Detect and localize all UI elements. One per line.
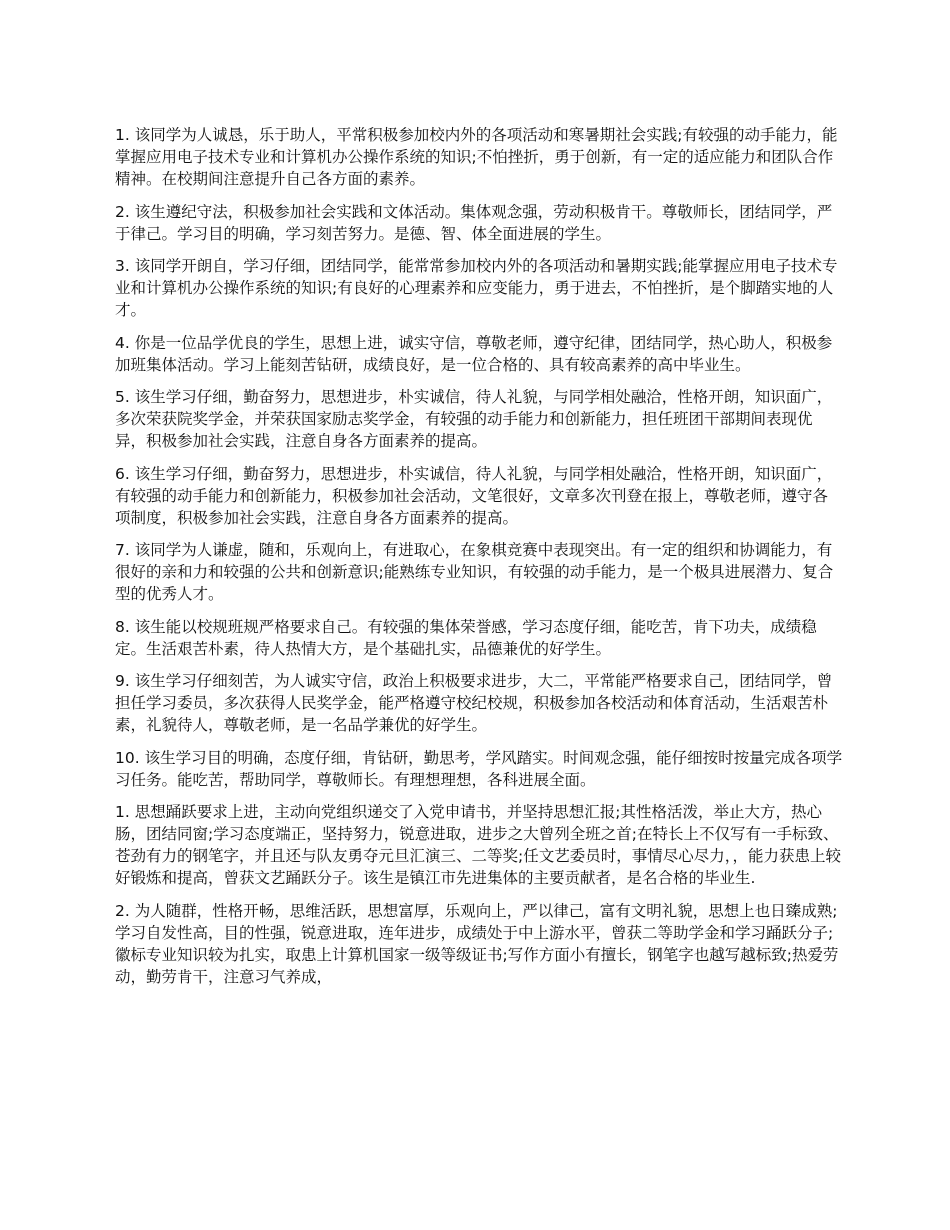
comment-paragraph: 9. 该生学习仔细刻苦，为人诚实守信，政治上积极要求进步，大二，平常能严格要求自己，团结同学，曾担任学习委员，多次获得人民奖学金，能严格遵守校纪校规，积极参加各校活动和体育活动，生活艰苦朴素，礼貌待人，尊敬老师，是一名品学兼优的好学生。 [115, 672, 833, 734]
comment-paragraph: 1. 思想踊跃要求上进，主动向党组织递交了入党申请书，并坚持思想汇报;其性格活泼，举止大方，热心肠，团结同窗;学习态度端正，坚持努力，锐意进取，进步之大曾列全班之首;在特长上不仅写有一手标致、苍劲有力的钢笔字，并且还与队友勇夺元旦汇演三、二等奖;任文艺委员时，事情尽心尽力，，能力获患上较好锻炼和提高，曾获文艺踊跃分子。该生是镇江市先进集体的主要贡献者，是名合格的毕业生. [115, 803, 841, 887]
comment-paragraph: 10. 该生学习目的明确，态度仔细，肯钻研，勤思考，学风踏实。时间观念强，能仔细按时按量完成各项学习任务。能吃苦，帮助同学，尊敬师长。有理想理想，各科进展全面。 [115, 748, 843, 789]
comment-paragraph: 2. 为人随群，性格开畅，思维活跃，思想富厚，乐观向上，严以律己，富有文明礼貌，思想上也日臻成熟;学习自发性高，目的性强，锐意进取，连年进步，成绩处于中上游水平，曾获二等助学金和学习踊跃分子;徽标专业知识较为扎实，取患上计算机国家一级等级证书;写作方面小有擅长，钢笔字也越写越标致;热爱劳动，勤劳肯干，注意习气养成， [115, 901, 839, 986]
comment-paragraph: 4. 你是一位品学优良的学生，思想上进，诚实守信，尊敬老师，遵守纪律，团结同学，热心助人，积极参加班集体活动。学习上能刻苦钻研，成绩良好，是一位合格的、具有较高素养的高中毕业生。 [115, 333, 833, 374]
comment-paragraph: 3. 该同学开朗自，学习仔细，团结同学，能常常参加校内外的各项活动和暑期实践;能掌握应用电子技术专业和计算机办公操作系统的知识;有良好的心理素养和应变能力，勇于进去，不怕挫折，是个脚踏实地的人才。 [115, 257, 838, 319]
comment-paragraph: 1. 该同学为人诚恳，乐于助人，平常积极参加校内外的各项活动和寒暑期社会实践;有较强的动手能力，能掌握应用电子技术专业和计算机办公操作系统的知识;不怕挫折，勇于创新，有一定的适应能力和团队合作精神。在校期间注意提升自己各方面的素养。 [115, 126, 838, 188]
comment-paragraph: 5. 该生学习仔细，勤奋努力，思想进步，朴实诚信，待人礼貌，与同学相处融洽，性格开朗，知识面广，多次荣获院奖学金，并荣获国家励志奖学金，有较强的动手能力和创新能力，担任班团干部期间表现优异，积极参加社会实践，注意自身各方面素养的提高。 [115, 388, 833, 450]
document-body [115, 124, 843, 998]
comment-paragraph: 8. 该生能以校规班规严格要求自己。有较强的集体荣誉感，学习态度仔细，能吃苦，肯下功夫，成绩稳定。生活艰苦朴素，待人热情大方，是个基础扎实，品德兼优的好学生。 [115, 617, 817, 658]
comment-paragraph: 7. 该同学为人谦虚，随和，乐观向上，有进取心，在象棋竞赛中表现突出。有一定的组织和协调能力，有很好的亲和力和较强的公共和创新意识;能熟练专业知识，有较强的动手能力，是一个极具进展潜力、复合型的优秀人才。 [115, 541, 834, 603]
comment-paragraph: 2. 该生遵纪守法，积极参加社会实践和文体活动。集体观念强，劳动积极肯干。尊敬师长，团结同学，严于律己。学习目的明确，学习刻苦努力。是德、智、体全面进展的学生。 [115, 202, 833, 243]
comment-paragraph: 6. 该生学习仔细，勤奋努力，思想进步，朴实诚信，待人礼貌，与同学相处融洽，性格开朗，知识面广，有较强的动手能力和创新能力，积极参加社会活动，文笔很好，文章多次刊登在报上，尊敬老师，遵守各项制度，积极参加社会实践，注意自身各方面素养的提高。 [115, 464, 833, 527]
